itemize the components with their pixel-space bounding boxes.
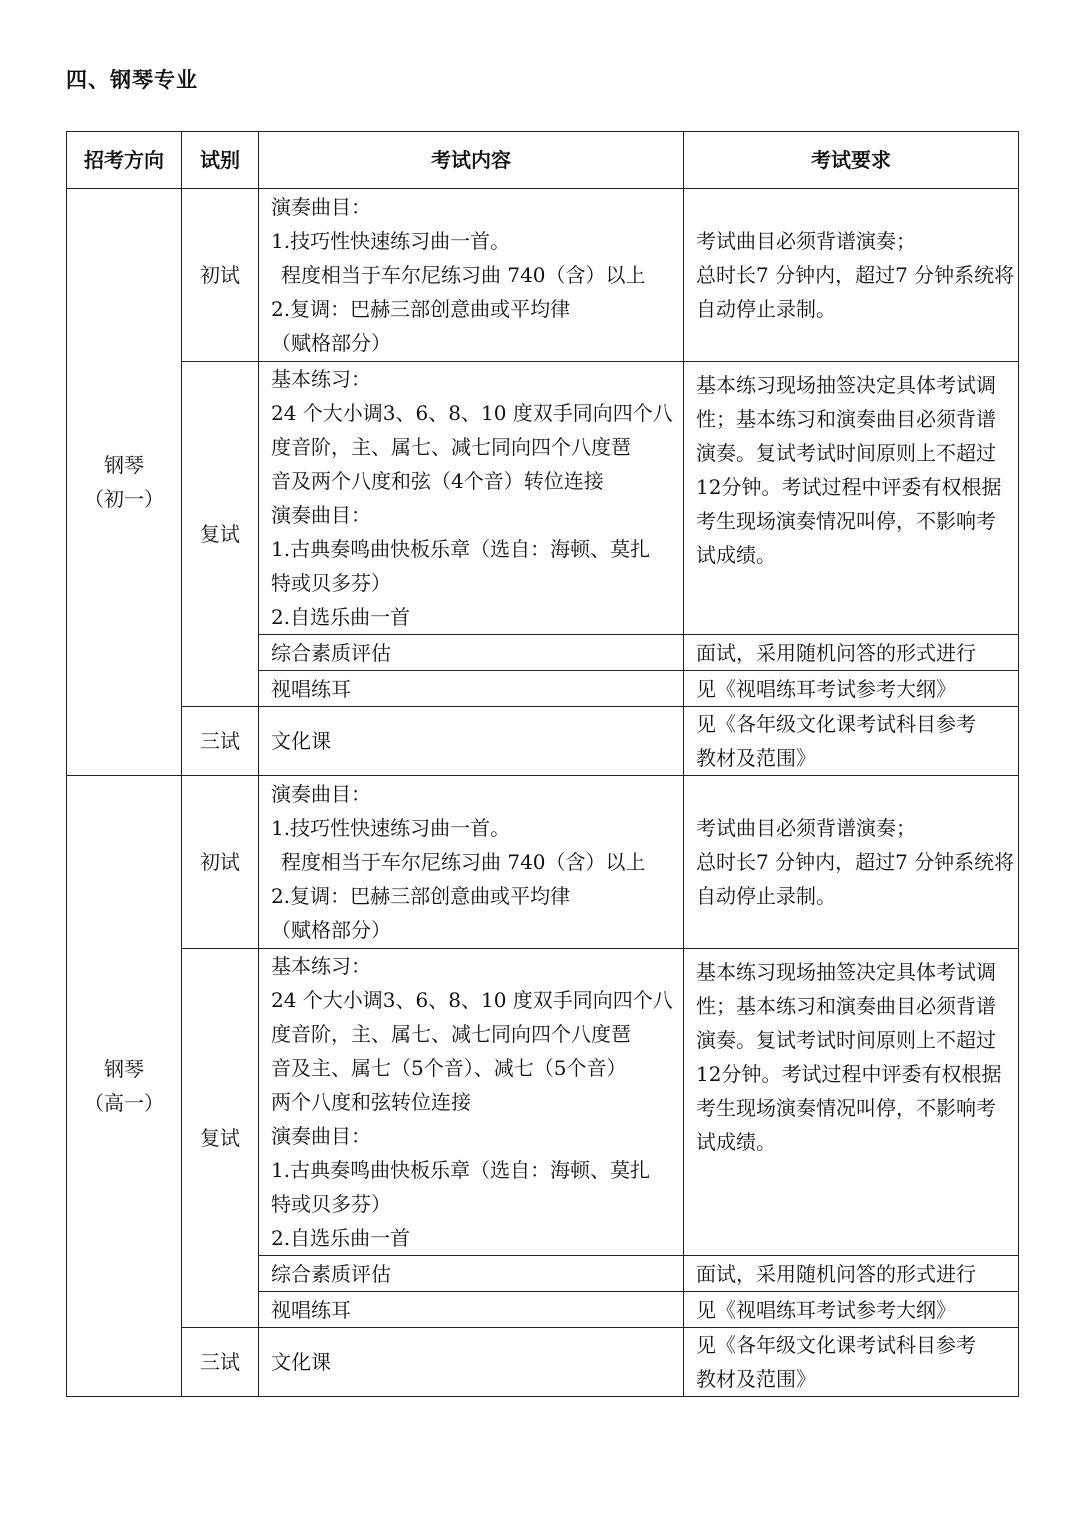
content-line: 特或贝多芬） (271, 1192, 391, 1216)
requirement-cell (684, 362, 1019, 635)
content-line: 基本练习： (271, 954, 371, 978)
requirement-line: 试成绩。 (696, 1130, 776, 1154)
content-line: 1.技巧性快速练习曲一首。 (271, 229, 511, 253)
requirement-line: 演奏。复试考试时间原则上不超过 (696, 441, 996, 465)
content-line: 度音阶，主、属七、减七同向四个八度琶 (271, 1022, 631, 1046)
requirement-cell (684, 707, 1019, 776)
table-row (67, 949, 1019, 1256)
requirement-cell: 见《视唱练耳考试参考大纲》 (684, 671, 1019, 707)
round-cell: 复试 (182, 949, 259, 1328)
content-cell (259, 776, 684, 949)
content-line: 演奏曲目： (271, 782, 371, 806)
content-cell (259, 189, 684, 362)
requirement-cell (684, 189, 1019, 362)
content-line: 程度相当于车尔尼练习曲 740（含）以上 (281, 263, 646, 287)
table-row (67, 362, 1019, 635)
direction-name: 钢琴 (104, 1057, 144, 1081)
header-direction: 招考方向 (67, 132, 182, 189)
content-line: 程度相当于车尔尼练习曲 740（含）以上 (281, 850, 646, 874)
content-cell: 视唱练耳 (259, 671, 684, 707)
content-cell: 综合素质评估 (259, 635, 684, 671)
requirement-line: 教材及范围》 (696, 1367, 816, 1391)
content-cell (259, 362, 684, 635)
table-row (67, 189, 1019, 362)
requirement-cell: 见《视唱练耳考试参考大纲》 (684, 1292, 1019, 1328)
round-cell: 复试 (182, 362, 259, 707)
content-line: 演奏曲目： (271, 503, 371, 527)
requirement-line: 演奏。复试考试时间原则上不超过 (696, 1028, 996, 1052)
content-line: 基本练习： (271, 367, 371, 391)
content-line: 1.古典奏鸣曲快板乐章（选自：海顿、莫扎 (271, 537, 651, 561)
content-line: 音及主、属七（5个音）、减七（5个音） (271, 1056, 627, 1080)
requirement-cell (684, 776, 1019, 949)
requirement-cell: 面试，采用随机问答的形式进行 (684, 635, 1019, 671)
direction-cell (67, 776, 182, 1397)
header-content: 考试内容 (259, 132, 684, 189)
round-cell: 三试 (182, 1328, 259, 1397)
requirement-line: 教材及范围》 (696, 746, 816, 770)
requirement-line: 性；基本练习和演奏曲目必须背谱 (696, 407, 996, 431)
content-line: 度音阶，主、属七、减七同向四个八度琶 (271, 435, 631, 459)
content-line: 演奏曲目： (271, 1124, 371, 1148)
requirement-line: 见《各年级文化课考试科目参考 (696, 1333, 976, 1357)
requirement-line: 考生现场演奏情况叫停，不影响考 (696, 509, 996, 533)
content-line: 音及两个八度和弦（4个音）转位连接 (271, 469, 604, 493)
requirement-line: 总时长7 分钟内，超过7 分钟系统将 (696, 263, 1015, 287)
content-cell: 综合素质评估 (259, 1256, 684, 1292)
table-row (67, 776, 1019, 949)
direction-cell (67, 189, 182, 776)
content-line: 2.自选乐曲一首 (271, 1226, 411, 1250)
content-line: 24 个大小调3、6、8、10 度双手同向四个八 (271, 401, 673, 425)
exam-table (66, 131, 1019, 1397)
requirement-line: 12分钟。考试过程中评委有权根据 (696, 475, 1002, 499)
round-cell: 三试 (182, 707, 259, 776)
requirement-line: 基本练习现场抽签决定具体考试调 (696, 960, 996, 984)
requirement-line: 考试曲目必须背谱演奏； (696, 816, 916, 840)
requirement-cell (684, 1328, 1019, 1397)
round-cell: 初试 (182, 776, 259, 949)
content-line: （赋格部分） (271, 918, 391, 942)
requirement-cell: 面试，采用随机问答的形式进行 (684, 1256, 1019, 1292)
requirement-line: 基本练习现场抽签决定具体考试调 (696, 373, 996, 397)
content-line: 1.技巧性快速练习曲一首。 (271, 816, 511, 840)
direction-grade: （初一） (84, 487, 164, 511)
table-row (67, 707, 1019, 776)
requirement-line: 见《各年级文化课考试科目参考 (696, 712, 976, 736)
requirement-line: 自动停止录制。 (696, 884, 836, 908)
content-line: 2.复调：巴赫三部创意曲或平均律 (271, 884, 571, 908)
content-line: 1.古典奏鸣曲快板乐章（选自：海顿、莫扎 (271, 1158, 651, 1182)
requirement-line: 试成绩。 (696, 543, 776, 567)
content-line: 两个八度和弦转位连接 (271, 1090, 471, 1114)
requirement-line: 考生现场演奏情况叫停，不影响考 (696, 1096, 996, 1120)
content-line: 2.复调：巴赫三部创意曲或平均律 (271, 297, 571, 321)
requirement-line: 12分钟。考试过程中评委有权根据 (696, 1062, 1002, 1086)
content-cell: 文化课 (259, 707, 684, 776)
content-line: 特或贝多芬） (271, 571, 391, 595)
content-line: 演奏曲目： (271, 195, 371, 219)
content-line: 2.自选乐曲一首 (271, 605, 411, 629)
content-cell: 视唱练耳 (259, 1292, 684, 1328)
requirement-cell (684, 949, 1019, 1256)
requirement-line: 总时长7 分钟内，超过7 分钟系统将 (696, 850, 1015, 874)
round-cell: 初试 (182, 189, 259, 362)
requirement-line: 性；基本练习和演奏曲目必须背谱 (696, 994, 996, 1018)
section-heading: 四、钢琴专业 (66, 68, 198, 92)
header-requirement: 考试要求 (684, 132, 1019, 189)
content-line: （赋格部分） (271, 331, 391, 355)
table-row (67, 1328, 1019, 1397)
content-line: 24 个大小调3、6、8、10 度双手同向四个八 (271, 988, 673, 1012)
requirement-line: 考试曲目必须背谱演奏； (696, 229, 916, 253)
header-round: 试别 (182, 132, 259, 189)
requirement-line: 自动停止录制。 (696, 297, 836, 321)
content-cell (259, 949, 684, 1256)
direction-name: 钢琴 (104, 453, 144, 477)
content-cell: 文化课 (259, 1328, 684, 1397)
header-row (67, 132, 1019, 189)
direction-grade: （高一） (84, 1091, 164, 1115)
